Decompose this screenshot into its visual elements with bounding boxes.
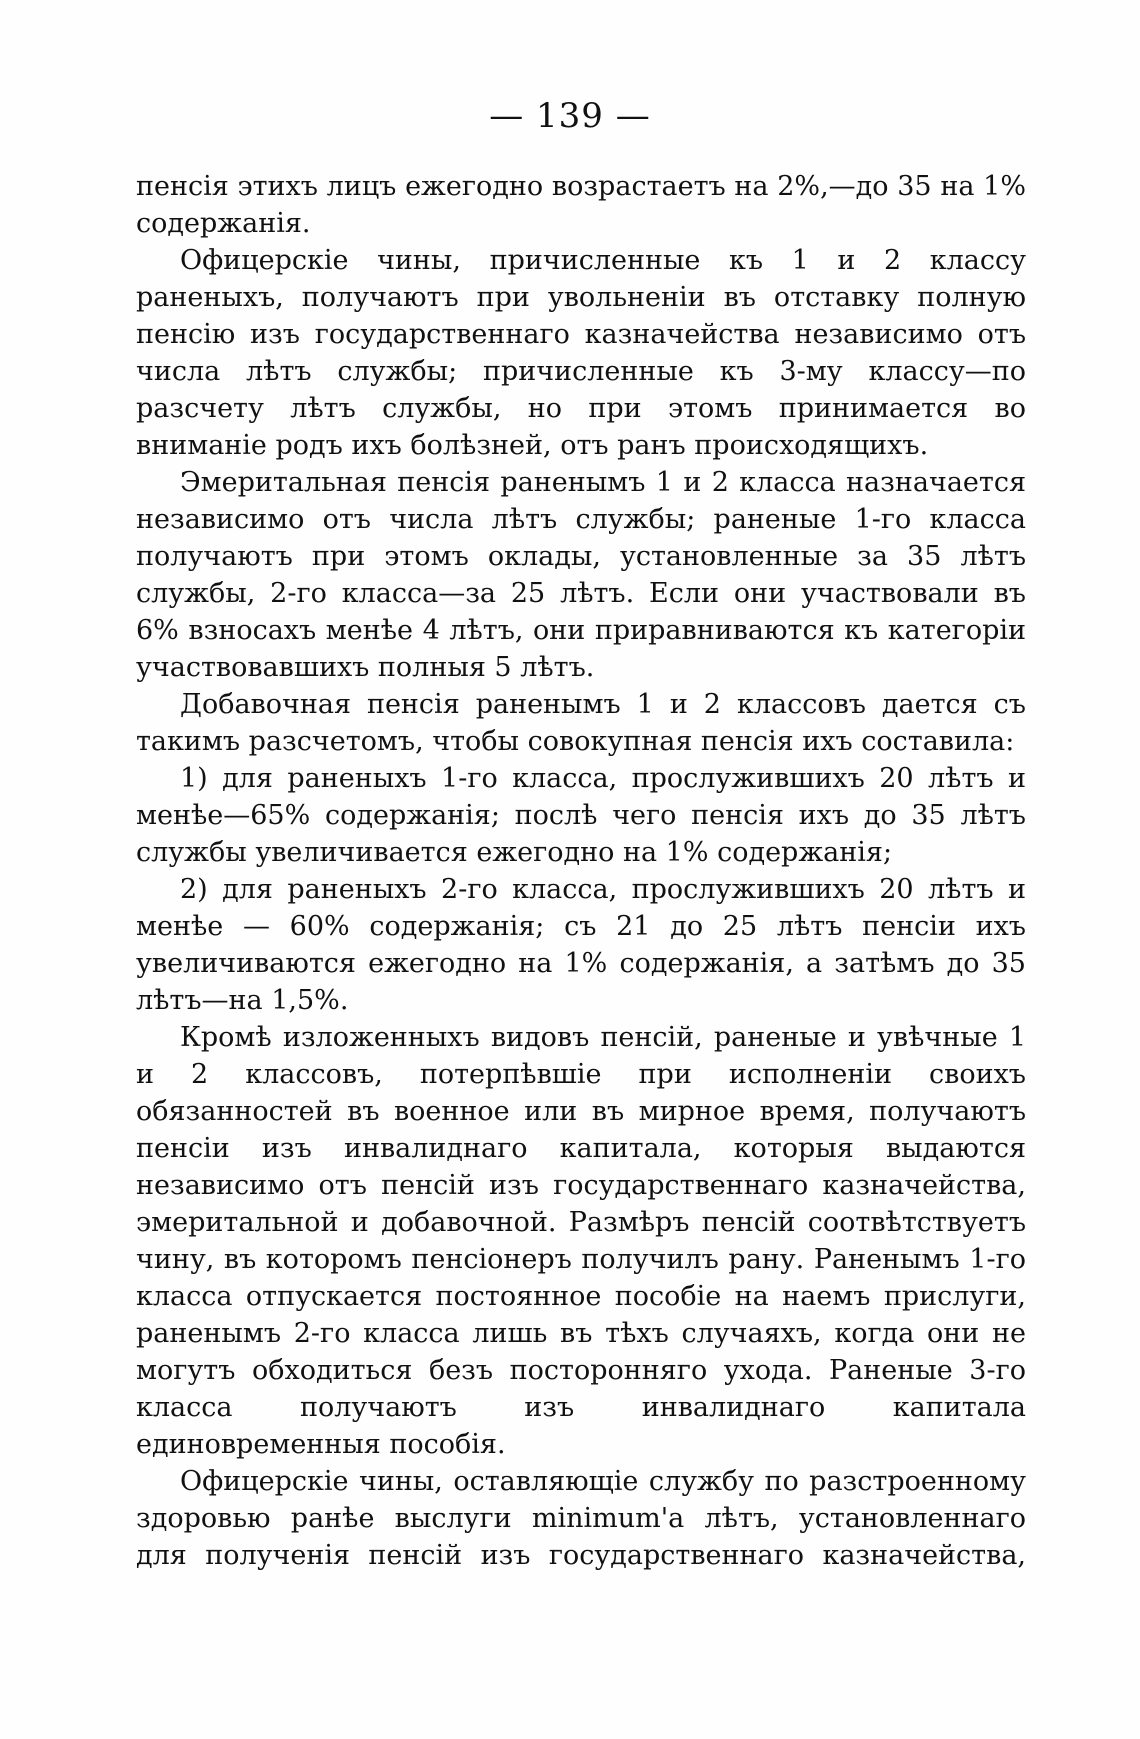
page-number: — 139 — (489, 96, 651, 136)
paragraph-continuation: пенсія этихъ лицъ ежегодно возрастаетъ на 2%,—до 35 на 1% содержанія. (136, 171, 1026, 239)
paragraph-additional-pension: Добавочная пенсія раненымъ 1 и 2 классовъ дается съ такимъ разсчетомъ, чтобы совокупная пенсія ихъ составила: (136, 689, 1026, 757)
page-body (136, 168, 1026, 1574)
paragraph-officers-wounded: Офицерскіе чины, причисленные къ 1 и 2 классу раненыхъ, получаютъ при увольненіи въ отставку полную пенсію изъ государственнаго казначейства независимо отъ числа лѣтъ службы; причисленные къ 3-му классу—по разсчету лѣтъ службы, но при этомъ принимается во вниманіе родъ ихъ болѣзней, отъ ранъ происходящихъ. (136, 245, 1026, 461)
list-item-class-1: 1) для раненыхъ 1-го класса, прослужившихъ 20 лѣтъ и менѣе—65% содержанія; послѣ чего пенсія ихъ до 35 лѣтъ службы увеличивается ежегодно на 1% содержанія; (136, 763, 1026, 868)
paragraph-officers-leaving: Офицерскіе чины, оставляющіе службу по разстроенному здоровью ранѣе выслуги minimum'а лѣтъ, установленнаго для полученія пенсій изъ государственнаго казначейства, (136, 1466, 1026, 1571)
list-item-class-2: 2) для раненыхъ 2-го класса, прослужившихъ 20 лѣтъ и менѣе — 60% содержанія; съ 21 до 25 лѣтъ пенсіи ихъ увеличиваются ежегодно на 1% содержанія, а затѣмъ до 35 лѣтъ—на 1,5%. (136, 874, 1026, 1016)
paragraph-invalid-capital: Кромѣ изложенныхъ видовъ пенсій, раненые и увѣчные 1 и 2 классовъ, потерпѣвшіе при исполненіи своихъ обязанностей въ военное или въ мирное время, получаютъ пенсіи изъ инвалиднаго капитала, которыя выдаются независимо отъ пенсій изъ государственнаго казначейства, эмеритальной и добавочной. Размѣръ пенсій соотвѣтствуетъ чину, въ которомъ пенсіонеръ получилъ рану. Раненымъ 1-го класса отпускается постоянное пособіе на наемъ прислуги, раненымъ 2-го класса лишь въ тѣхъ случаяхъ, когда они не могутъ обходиться безъ посторонняго ухода. Раненые 3-го класса получаютъ изъ инвалиднаго капитала единовременныя пособія. (136, 1022, 1026, 1460)
paragraph-emeritus-pension: Эмеритальная пенсія раненымъ 1 и 2 класса назначается независимо отъ числа лѣтъ службы; раненые 1-го класса получаютъ при этомъ оклады, установленные за 35 лѣтъ службы, 2-го класса—за 25 лѣтъ. Если они участвовали въ 6% взносахъ менѣе 4 лѣтъ, они приравниваются къ категоріи участвовавшихъ полныя 5 лѣтъ. (136, 467, 1026, 683)
